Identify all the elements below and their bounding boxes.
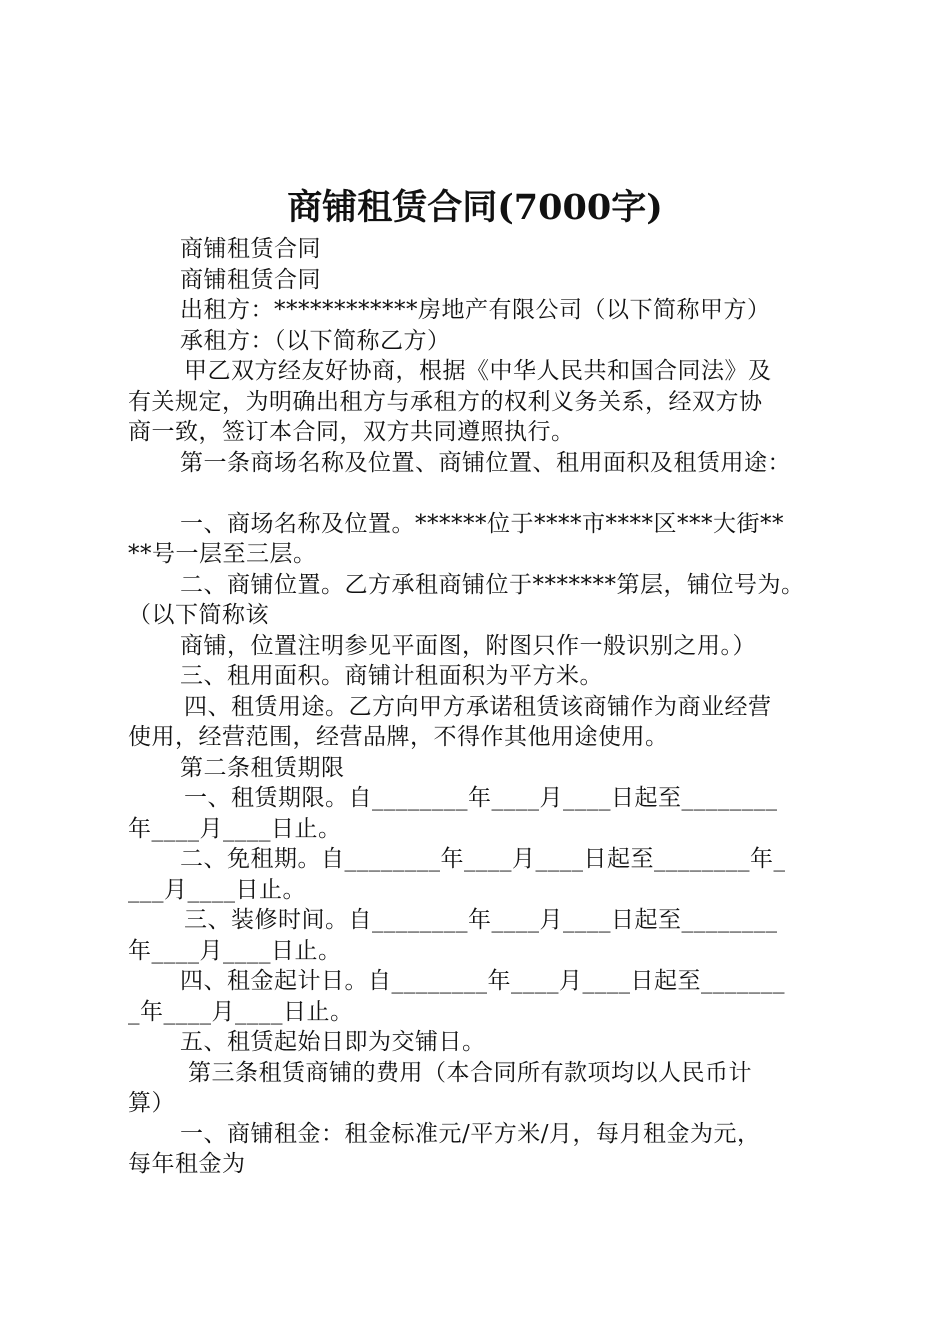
body-line: 第一条商场名称及位置、商铺位置、租用面积及租赁用途： [180, 449, 791, 476]
body-line: 承租方：（以下简称乙方） [180, 327, 451, 354]
document-body [128, 234, 850, 1180]
body-line: 商一致，签订本合同，双方共同遵照执行。 [128, 419, 575, 445]
body-line: 商铺租赁合同 [180, 236, 321, 262]
body-line: 出租方：************房地产有限公司（以下简称甲方） [180, 297, 771, 323]
body-line: **号一层至三层。 [128, 541, 317, 567]
body-line: 一、租赁期限。自________年____月____日起至________ [184, 785, 778, 811]
body-line: 商铺，位置注明参见平面图，附图只作一般识别之用。） [180, 632, 756, 659]
body-line: 年____月____日止。 [128, 815, 342, 842]
body-line: 第二条租赁期限 [180, 754, 345, 781]
body-line: 二、商铺位置。乙方承租商铺位于*******第层，铺位号为。 [180, 571, 805, 598]
body-line: _年____月____日止。 [128, 998, 354, 1025]
body-line: 三、租用面积。商铺计租面积为平方米。 [180, 663, 603, 689]
body-line: 商铺租赁合同 [180, 266, 321, 293]
body-line: 每年租金为 [128, 1151, 246, 1177]
body-line: 第三条租赁商铺的费用（本合同所有款项均以人民币计 [188, 1059, 752, 1086]
body-line: （以下简称该 [128, 602, 269, 628]
body-line: 二、免租期。自________年____月____日起至________年_ [180, 846, 786, 872]
body-line: 四、租金起计日。自________年____月____日起至_______ [180, 968, 785, 994]
body-line: 三、装修时间。自________年____月____日起至________ [184, 907, 778, 933]
body-line: 算） [128, 1090, 175, 1116]
document-title: 商铺租赁合同(7000字) [287, 187, 663, 228]
body-line: 有关规定，为明确出租方与承租方的权利义务关系，经双方协 [128, 388, 763, 415]
body-line: 一、商铺租金：租金标准元/平方米/月，每月租金为元， [180, 1120, 761, 1147]
body-line: 甲乙双方经友好协商，根据《中华人民共和国合同法》及 [184, 358, 772, 384]
body-line: ___月____日止。 [128, 876, 306, 903]
body-line: 四、租赁用途。乙方向甲方承诺租赁该商铺作为商业经营 [184, 693, 772, 720]
body-line: 使用，经营范围，经营品牌，不得作其他用途使用。 [128, 724, 669, 750]
body-line: 五、租赁起始日即为交铺日。 [180, 1029, 486, 1055]
body-line: 一、商场名称及位置。******位于****市****区***大街** [180, 510, 784, 537]
blank-line [128, 478, 850, 509]
body-line: 年____月____日止。 [128, 937, 342, 964]
